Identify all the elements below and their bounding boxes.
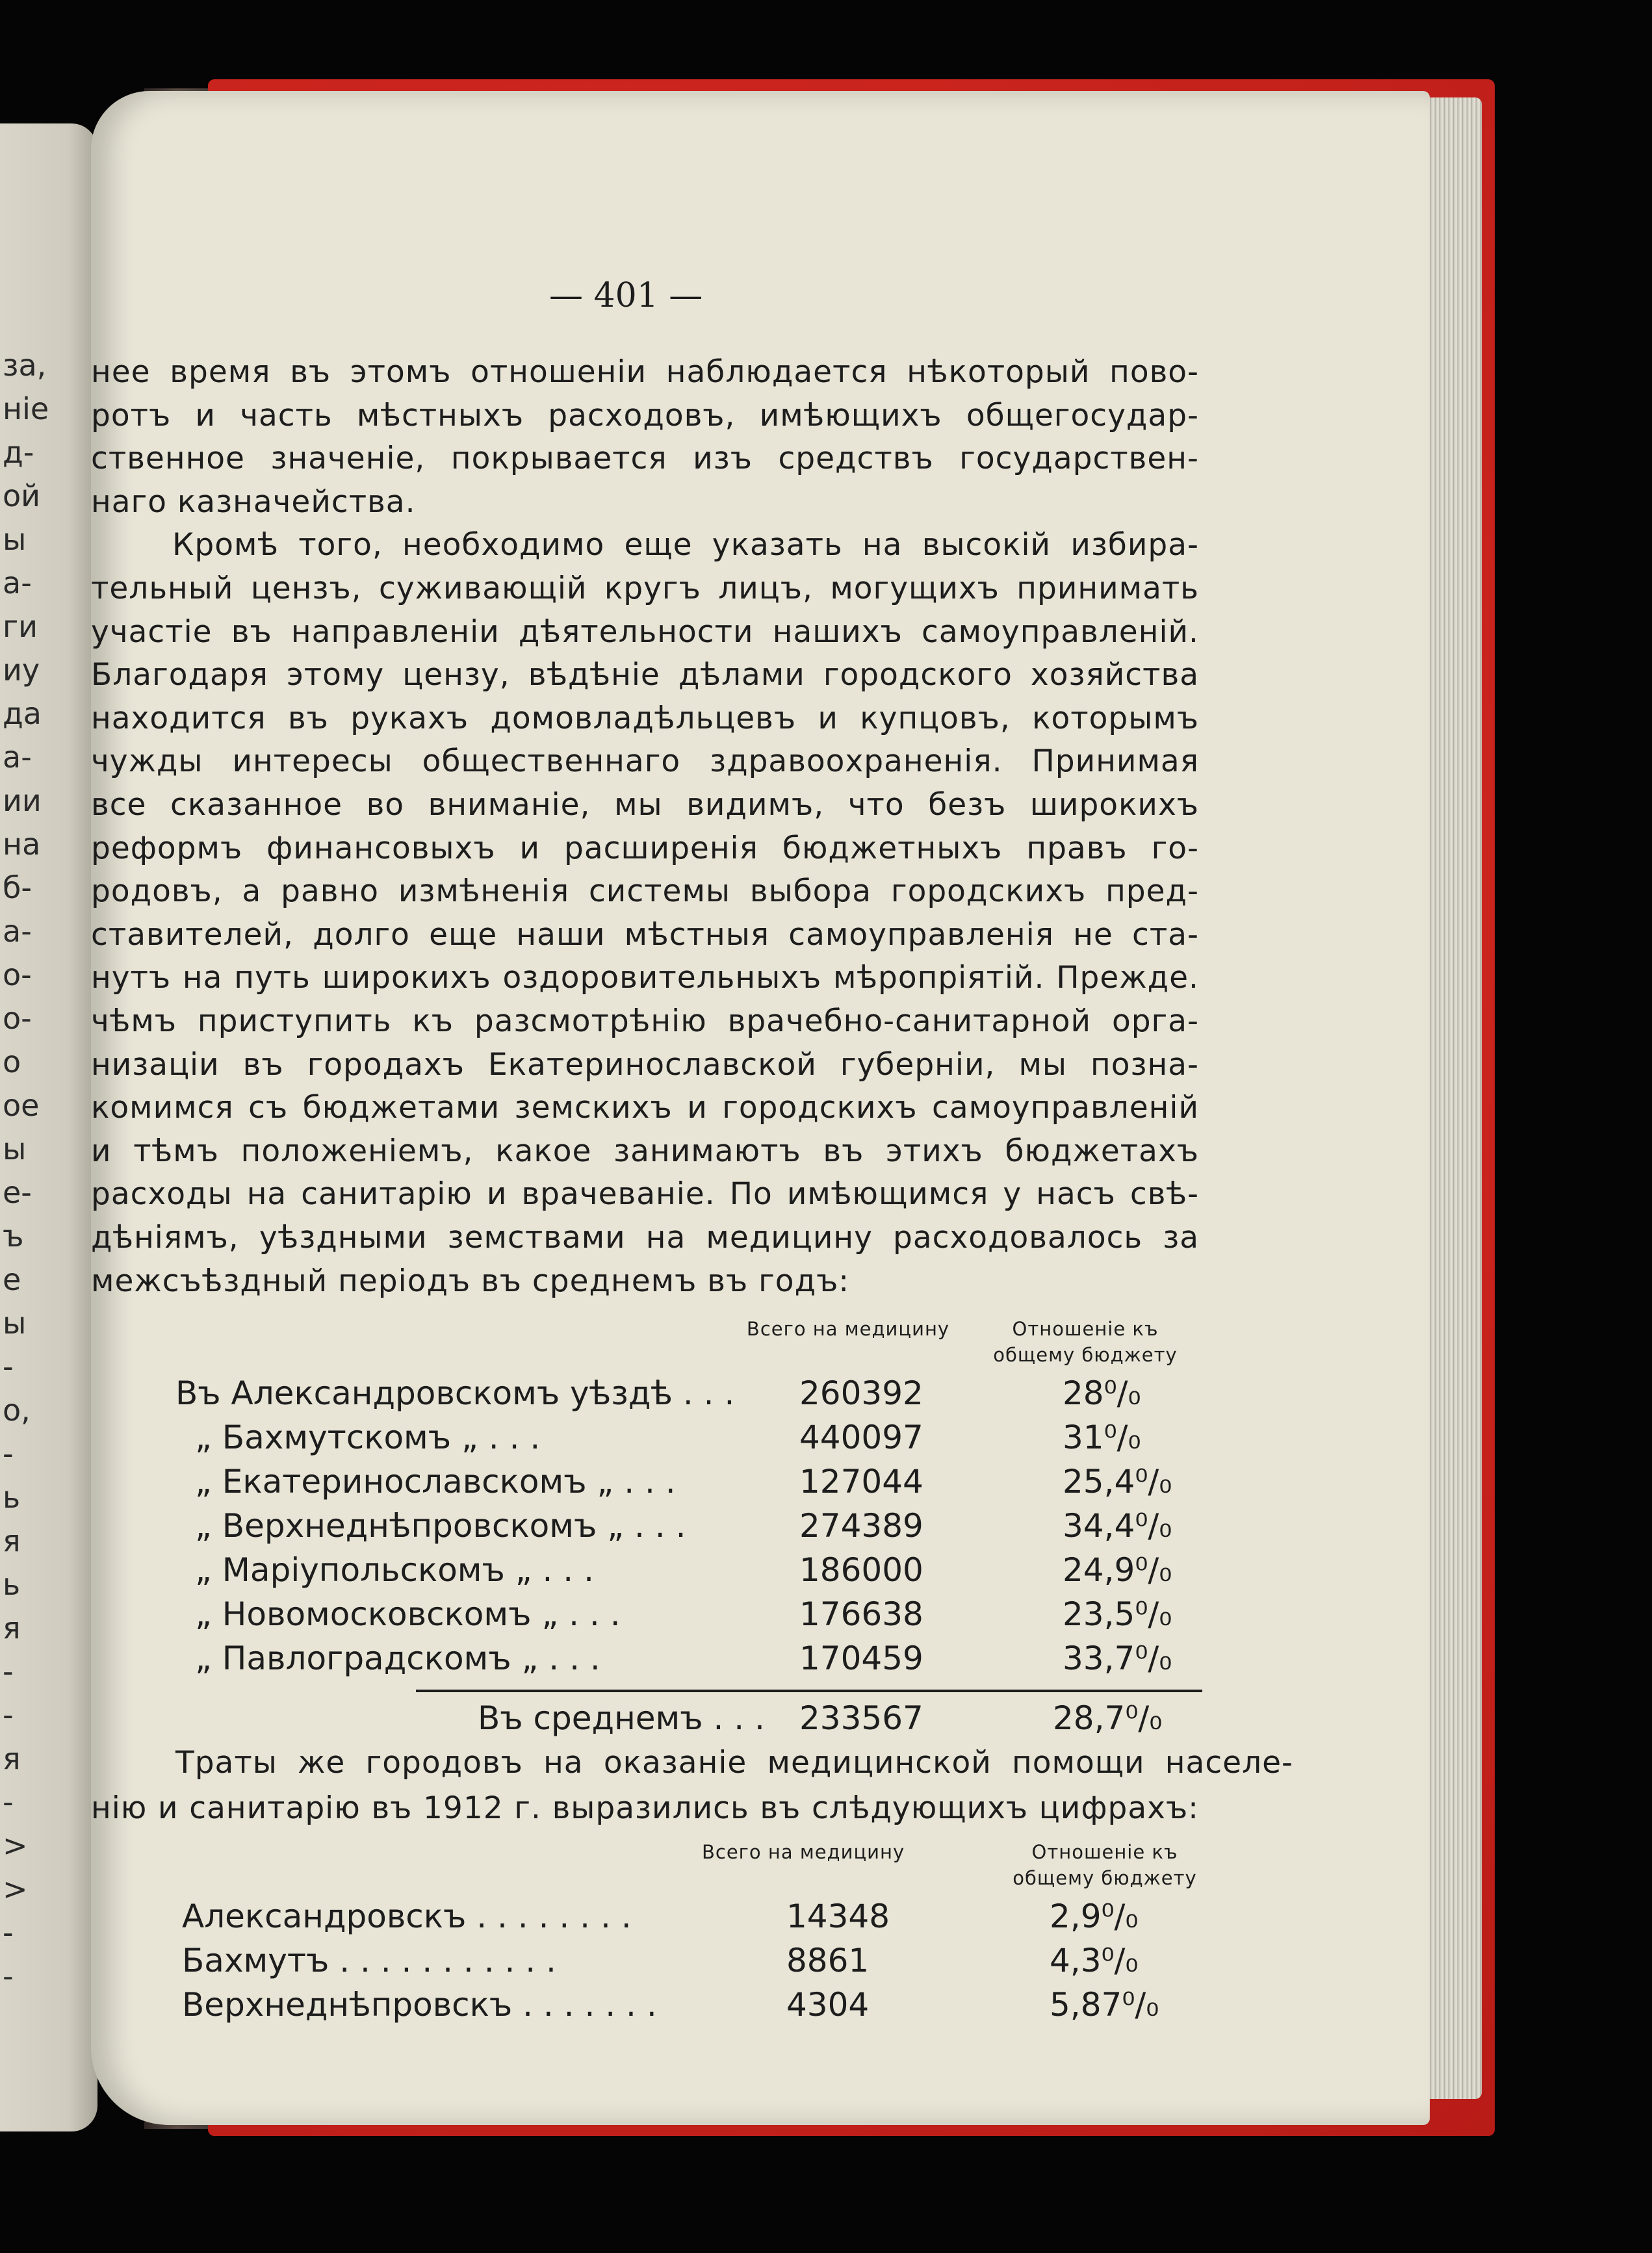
district-total: 260392 [799,1374,923,1412]
left-page-fragment: ніе [3,391,49,426]
left-page-fragment: - [3,1349,14,1384]
district-ratio: 33,7⁰/₀ [1063,1640,1172,1677]
left-page-fragment: б- [3,870,32,905]
paragraph-line: низаціи въ городахъ Екатеринославской губерніи, мы позна- [91,1046,1199,1083]
page-number: — 401 — [549,276,703,315]
city-total: 4304 [786,1986,870,2024]
left-page-fragment: да [3,696,42,731]
paragraph-line: Траты же городовъ на оказаніе медицинской помощи населе- [175,1745,1293,1781]
left-page-fragment: ии [3,783,42,818]
district-name: „ Павлоградскомъ „ . . . [195,1640,600,1677]
city-total: 14348 [786,1898,890,1935]
paragraph-line: тельный цензъ, суживающій кругъ лицъ, могущихъ принимать [91,571,1199,606]
paragraph-line: Кромѣ того, необходимо еще указать на высокій избира- [172,527,1199,563]
paragraph-line: комимся съ бюджетами земскихъ и городскихъ самоуправленій [91,1090,1199,1126]
paragraph-line: ставителей, долго еще наши мѣстныя самоуправленія не ста- [91,916,1199,953]
paragraph-line: реформъ финансовыхъ и расширенія бюджетныхъ правъ го- [91,830,1199,866]
paragraph-line: и тѣмъ положеніемъ, какое занимаютъ въ этихъ бюджетахъ [91,1133,1199,1169]
left-page-fragment: а- [3,914,32,949]
left-page-fragment: е [3,1262,21,1297]
paragraph-line: нее время въ этомъ отношеніи наблюдается нѣкоторый пово- [91,354,1199,390]
district-name: „ Маріупольскомъ „ . . . [195,1551,594,1589]
district-total: 127044 [799,1463,923,1500]
left-page-fragment: е- [3,1175,32,1210]
column-header-total: Всего на медицину [746,1318,950,1340]
book-page [91,91,1430,2125]
left-page-fragment: - [3,1784,14,1820]
left-page-fragment: на [3,827,41,862]
paragraph-line: нутъ на путь широкихъ оздоровительныхъ мѣропріятій. Прежде. [91,960,1199,996]
district-ratio: 24,9⁰/₀ [1063,1551,1172,1589]
left-page-fragment: ое [3,1088,40,1123]
district-ratio: 34,4⁰/₀ [1063,1507,1172,1545]
district-name: „ Екатеринославскомъ „ . . . [195,1463,676,1500]
district-name: „ Верхнеднѣпровскомъ „ . . . [195,1507,686,1545]
city-name: Бахмутъ . . . . . . . . . . . [182,1942,556,1979]
left-page-fragment: а- [3,740,32,775]
paragraph-line: участіе въ направленіи дѣятельности нашихъ самоуправленій. [91,613,1199,650]
district-total: 440097 [799,1419,923,1456]
district-ratio: 23,5⁰/₀ [1063,1595,1172,1633]
left-page-fragment: о, [3,1393,31,1428]
left-page-fragment: о- [3,1001,32,1036]
district-name: „ Бахмутскомъ „ . . . [195,1419,541,1456]
paragraph-line: Благодаря этому цензу, вѣдѣніе дѣлами городского хозяйства [91,657,1199,693]
left-page-fragment: о [3,1044,21,1079]
paragraph-line: чѣмъ приступить къ разсмотрѣнію врачебно-санитарной орга- [91,1003,1199,1039]
column-header-ratio: Отношеніе къ общему бюджету [1013,1841,1197,1889]
district-ratio: 31⁰/₀ [1063,1419,1141,1456]
paragraph-line: дѣніямъ, уѣздными земствами на медицину расходовалось за [91,1220,1199,1255]
paragraph-line: чужды интересы общественнаго здравоохраненія. Принимая [91,743,1199,780]
district-total: 170459 [799,1640,923,1677]
left-page-fragment: - [3,1654,14,1689]
paragraph-line: ственное значеніе, покрывается изъ средствъ государствен- [91,441,1199,477]
left-page-fragment: - [3,1697,14,1732]
paragraph-line: межсъѣздный періодъ въ среднемъ въ годъ: [91,1263,850,1299]
left-page-fragment: о- [3,957,32,992]
left-page-fragment: за, [3,348,47,383]
left-page-fragment: иу [3,652,40,688]
city-name: Александровскъ . . . . . . . . [182,1898,632,1935]
district-ratio: 28⁰/₀ [1063,1374,1141,1412]
left-page-fragment: ги [3,609,38,644]
left-facing-page [0,123,97,2131]
district-name: Въ Александровскомъ уѣздѣ . . . [175,1374,735,1412]
left-page-fragment: а- [3,565,32,600]
district-total: 274389 [799,1507,923,1545]
left-page-fragment: ой [3,478,41,513]
average-total: 233567 [799,1699,923,1737]
left-page-fragment: - [3,1436,14,1471]
left-page-fragment: ы [3,1306,27,1341]
left-page-fragment: > [3,1828,28,1863]
left-page-fragment: - [3,1959,14,1994]
sum-rule [416,1690,1202,1692]
paragraph-line: родовъ, а равно измѣненія системы выбора городскихъ пред- [91,873,1199,910]
average-ratio: 28,7⁰/₀ [1053,1699,1163,1737]
city-ratio: 5,87⁰/₀ [1050,1986,1159,2024]
left-page-fragment: - [3,1915,14,1950]
column-header-total: Всего на медицину [702,1841,905,1863]
left-page-fragment: ь [3,1567,21,1602]
left-page-fragment: ъ [3,1218,24,1254]
paragraph-line: ротъ и часть мѣстныхъ расходовъ, имѣющихъ общегосудар- [91,397,1199,433]
left-page-fragment: ь [3,1480,21,1515]
paragraph-line: находится въ рукахъ домовладѣльцевъ и купцовъ, которымъ [91,700,1199,736]
city-ratio: 4,3⁰/₀ [1050,1942,1139,1979]
city-name: Верхнеднѣпровскъ . . . . . . . [182,1986,657,2024]
left-page-fragment: я [3,1523,21,1558]
district-total: 176638 [799,1595,923,1633]
left-page-fragment: ы [3,1131,27,1166]
left-page-fragment: я [3,1741,21,1776]
paragraph-line: наго казначейства. [91,483,416,520]
city-ratio: 2,9⁰/₀ [1050,1898,1139,1935]
district-total: 186000 [799,1551,923,1589]
district-ratio: 25,4⁰/₀ [1063,1463,1172,1500]
paragraph-line: нію и санитарію въ 1912 г. выразились въ слѣдующихъ цифрахъ: [91,1790,1199,1826]
paragraph-line: все сказанное во вниманіе, мы видимъ, что безъ широкихъ [91,787,1199,823]
average-label: Въ среднемъ . . . [478,1699,765,1737]
paragraph-line: расходы на санитарію и врачеваніе. По имѣющимся у насъ свѣ- [91,1176,1199,1213]
left-page-fragment: д- [3,435,34,470]
left-page-fragment: ы [3,522,27,557]
district-name: „ Новомосковскомъ „ . . . [195,1595,621,1633]
left-page-fragment: я [3,1610,21,1645]
column-header-ratio: Отношеніе къ общему бюджету [993,1318,1178,1366]
city-total: 8861 [786,1942,870,1979]
left-page-fragment: > [3,1872,28,1907]
